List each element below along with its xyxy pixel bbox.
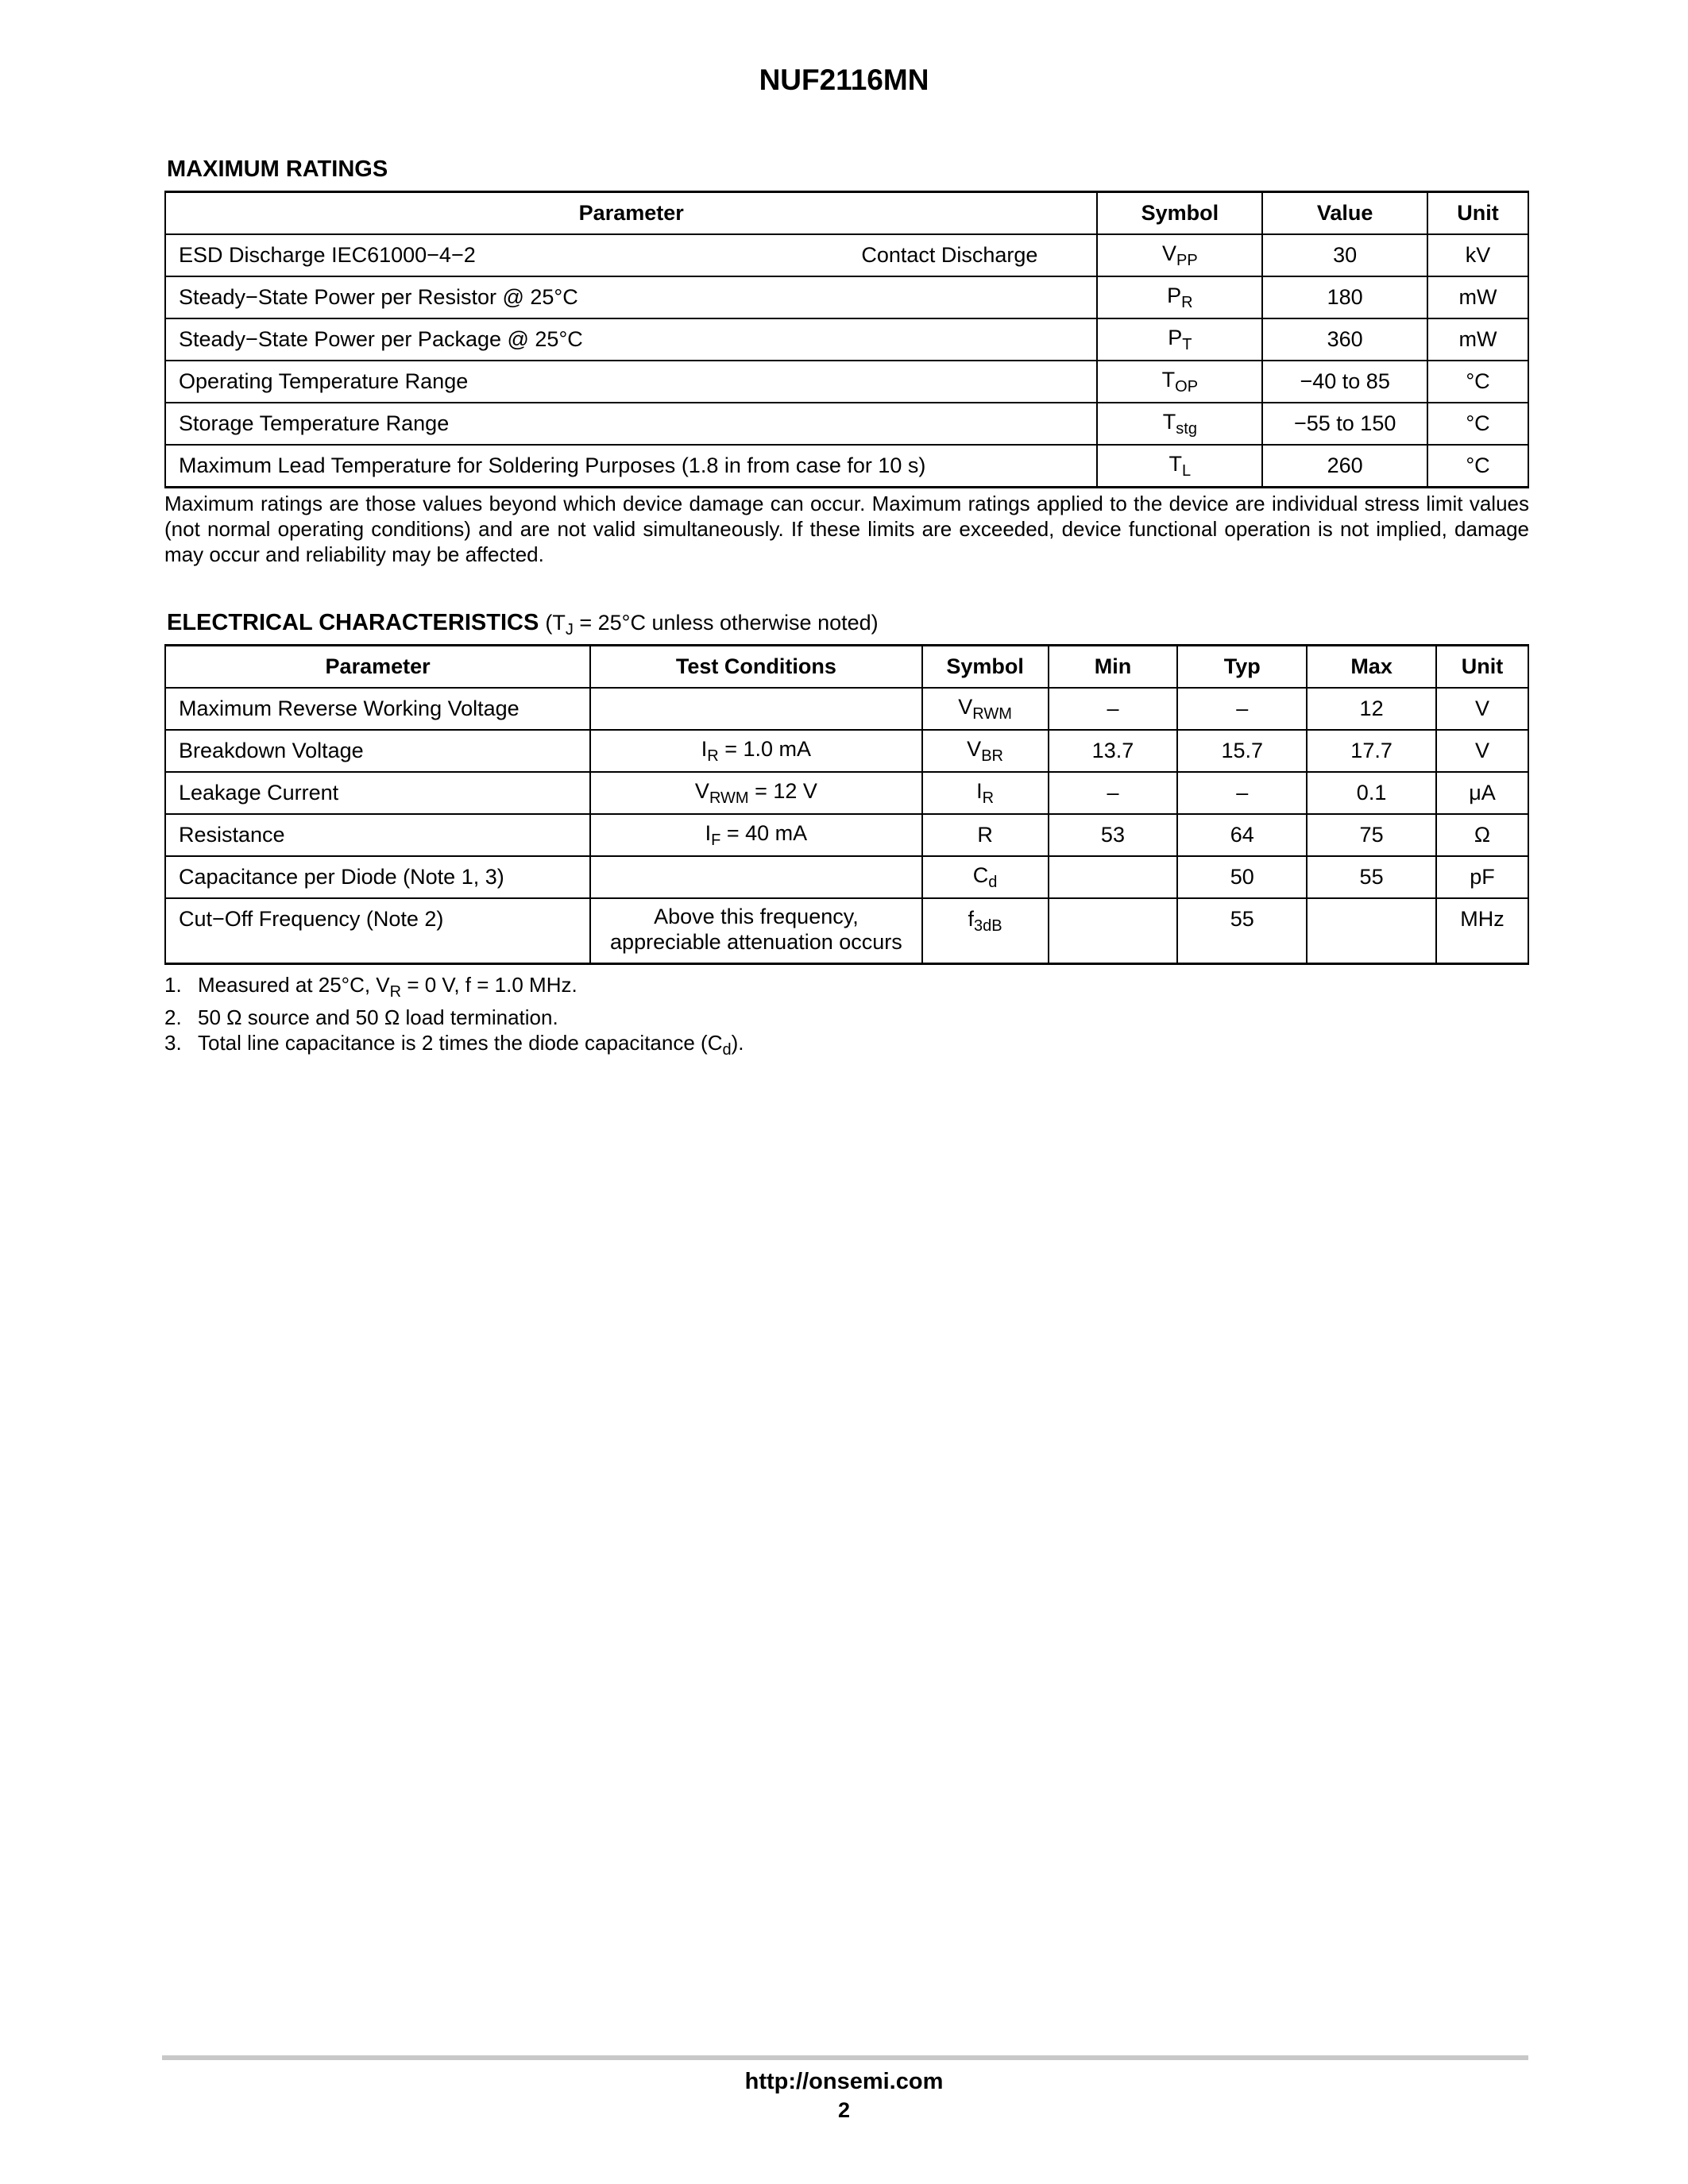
test-condition-cell <box>590 898 921 963</box>
unit-cell: °C <box>1427 361 1528 403</box>
max-cell: 17.7 <box>1307 730 1436 772</box>
column-header: Test Conditions <box>590 646 921 689</box>
unit-cell: V <box>1436 688 1528 730</box>
parameter-label: ESD Discharge IEC61000−4−2 <box>179 243 476 267</box>
table-row <box>165 403 1528 445</box>
unit-cell: °C <box>1427 445 1528 488</box>
min-cell <box>1049 898 1178 963</box>
page-title: NUF2116MN <box>759 64 929 96</box>
test-condition-cell: $I_F = 40$ mA <box>590 814 921 856</box>
min-cell: – <box>1049 772 1178 814</box>
min-cell: 13.7 <box>1049 730 1178 772</box>
parameter-cell: Steady−State Power per Resistor @ 25°C <box>165 276 1097 318</box>
typ-cell: 64 <box>1177 814 1307 856</box>
typ-cell: 50 <box>1177 856 1307 898</box>
unit-cell: MHz <box>1436 898 1528 963</box>
table-row <box>165 730 1528 772</box>
table-row <box>165 772 1528 814</box>
parameter-cell: Leakage Current <box>165 772 590 814</box>
parameter-cell <box>165 234 1097 276</box>
column-header: Typ <box>1177 646 1307 689</box>
symbol-cell: $T_{stg}$ <box>1097 403 1262 445</box>
unit-cell: pF <box>1436 856 1528 898</box>
column-header: Min <box>1049 646 1178 689</box>
max-cell <box>1307 898 1436 963</box>
test-condition-line: appreciable attenuation occurs <box>610 930 902 954</box>
typ-cell: – <box>1177 688 1307 730</box>
parameter-cell: Resistance <box>165 814 590 856</box>
parameter-cell: Breakdown Voltage <box>165 730 590 772</box>
unit-cell: mW <box>1427 318 1528 361</box>
table-row <box>165 234 1528 276</box>
symbol-cell: $V_{BR}$ <box>922 730 1049 772</box>
table-row <box>165 856 1528 898</box>
electrical-characteristics-heading <box>167 610 879 639</box>
test-condition-cell: $I_R = 1.0$ mA <box>590 730 921 772</box>
footnote: 2. 50 Ω source and 50 Ω load termination. <box>164 1005 558 1029</box>
table-header-row <box>165 646 1528 689</box>
column-header: Parameter <box>165 192 1097 235</box>
column-header: Max <box>1307 646 1436 689</box>
test-condition-cell: $V_{RWM} = 12$ V <box>590 772 921 814</box>
table-header-row <box>165 192 1528 235</box>
parameter-cell: Capacitance per Diode (Note 1, 3) <box>165 856 590 898</box>
symbol-cell: $V_{RWM}$ <box>922 688 1049 730</box>
unit-cell: μA <box>1436 772 1528 814</box>
symbol-cell: $P_R$ <box>1097 276 1262 318</box>
test-condition-line: Above this frequency, <box>654 905 859 928</box>
value-cell: −40 to 85 <box>1262 361 1427 403</box>
footnote: 3. Total line capacitance is 2 times the diode capacitance $(C_d)$. <box>164 1031 744 1059</box>
unit-cell: Ω <box>1436 814 1528 856</box>
value-cell: 30 <box>1262 234 1427 276</box>
max-ratings-note: Maximum ratings are those values beyond which device damage can occur. Maximum ratings applied to the device are individual stress limit values (not normal operating conditions) and are not valid simultaneously. If these limits are exceeded, device functional operation is not implied, damage may occur and reliability may be affected. <box>164 492 1529 566</box>
parameter-cell: Maximum Lead Temperature for Soldering Purposes (1.8 in from case for 10 s) <box>165 445 1097 488</box>
column-header: Symbol <box>1097 192 1262 235</box>
column-header: Symbol <box>922 646 1049 689</box>
table-row <box>165 361 1528 403</box>
table-row <box>165 898 1528 963</box>
parameter-cell: Operating Temperature Range <box>165 361 1097 403</box>
min-cell <box>1049 856 1178 898</box>
max-ratings-heading: MAXIMUM RATINGS <box>167 156 388 182</box>
parameter-cell: Maximum Reverse Working Voltage <box>165 688 590 730</box>
max-cell: 75 <box>1307 814 1436 856</box>
unit-cell: °C <box>1427 403 1528 445</box>
value-cell: −55 to 150 <box>1262 403 1427 445</box>
value-cell: 180 <box>1262 276 1427 318</box>
parameter-cell: Cut−Off Frequency (Note 2) <box>165 898 590 963</box>
table-row <box>165 445 1528 488</box>
table-row <box>165 276 1528 318</box>
symbol-cell: $V_{PP}$ <box>1097 234 1262 276</box>
symbol-cell: $C_d$ <box>922 856 1049 898</box>
typ-cell: 55 <box>1177 898 1307 963</box>
max-cell: 0.1 <box>1307 772 1436 814</box>
unit-cell: mW <box>1427 276 1528 318</box>
symbol-cell: $P_T$ <box>1097 318 1262 361</box>
column-header: Unit <box>1436 646 1528 689</box>
test-condition-cell <box>590 856 921 898</box>
value-cell: 260 <box>1262 445 1427 488</box>
min-cell: 53 <box>1049 814 1178 856</box>
max-cell: 55 <box>1307 856 1436 898</box>
test-condition-cell <box>590 688 921 730</box>
symbol-cell: R <box>922 814 1049 856</box>
footer-url-link[interactable]: http://onsemi.com <box>744 2069 944 2094</box>
electrical-heading-text: ELECTRICAL CHARACTERISTICS <box>167 610 539 635</box>
parameter-cell: Storage Temperature Range <box>165 403 1097 445</box>
value-cell: 360 <box>1262 318 1427 361</box>
footnotes-list <box>164 972 744 1063</box>
max-cell: 12 <box>1307 688 1436 730</box>
parameter-qualifier: Contact Discharge <box>861 243 1038 267</box>
typ-cell: – <box>1177 772 1307 814</box>
symbol-cell: $T_{OP}$ <box>1097 361 1262 403</box>
table-row <box>165 688 1528 730</box>
symbol-cell: $T_L$ <box>1097 445 1262 488</box>
symbol-cell: $f_{3dB}$ <box>922 898 1049 963</box>
parameter-cell: Steady−State Power per Package @ 25°C <box>165 318 1097 361</box>
page-number: 2 <box>837 2098 851 2122</box>
column-header: Unit <box>1427 192 1528 235</box>
footer-divider <box>162 2055 1528 2060</box>
min-cell: – <box>1049 688 1178 730</box>
column-header: Value <box>1262 192 1427 235</box>
electrical-characteristics-table <box>164 644 1529 965</box>
column-header: Parameter <box>165 646 590 689</box>
typ-cell: 15.7 <box>1177 730 1307 772</box>
table-row <box>165 814 1528 856</box>
unit-cell: kV <box>1427 234 1528 276</box>
max-ratings-table <box>164 191 1529 488</box>
table-row <box>165 318 1528 361</box>
electrical-condition-note: ($T_J = 25^\circ C$ unless otherwise noted) <box>545 611 879 639</box>
footnote: 1. Measured at 25°C, $V_R = 0$ V, f = 1.0 MHz. <box>164 973 577 1001</box>
unit-cell: V <box>1436 730 1528 772</box>
symbol-cell: $I_R$ <box>922 772 1049 814</box>
